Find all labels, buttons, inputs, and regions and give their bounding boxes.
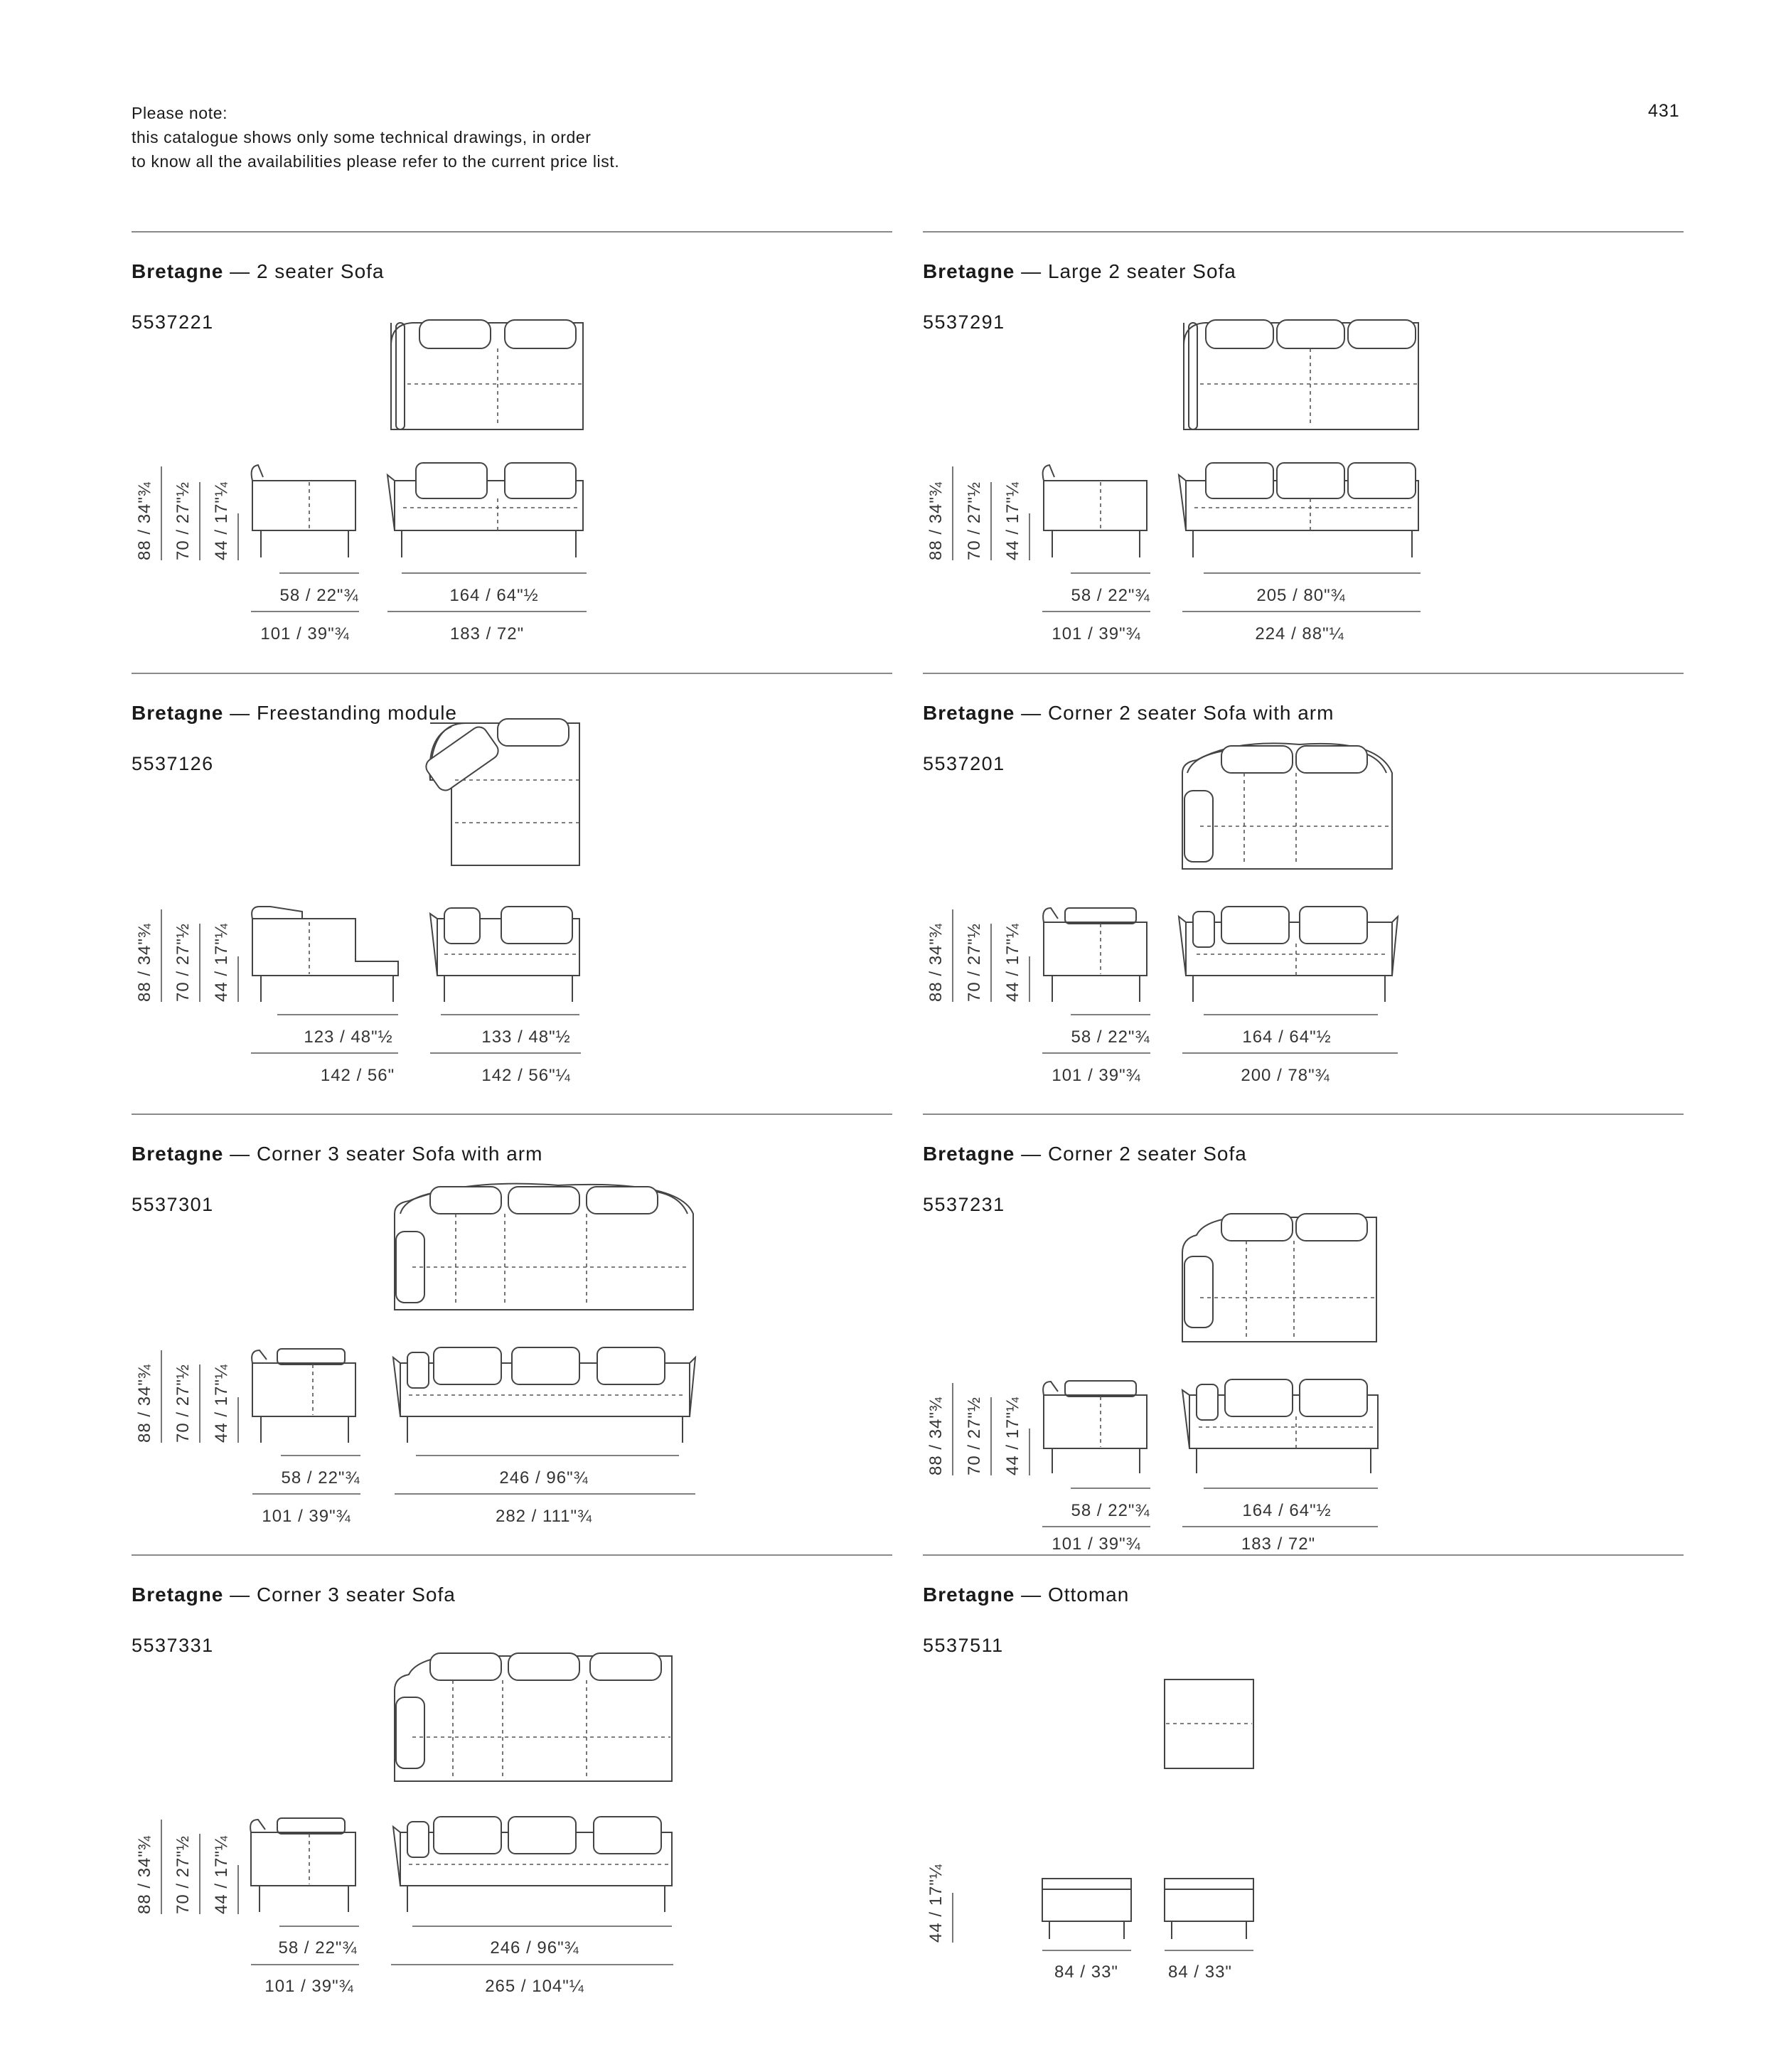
brand-name: Bretagne <box>923 702 1015 724</box>
top-view <box>391 320 583 429</box>
height-label: 70 / 27"½ <box>965 1397 984 1475</box>
side-view <box>1043 908 1147 1002</box>
side-view <box>1043 465 1147 557</box>
width-label: 246 / 96"¾ <box>490 1938 579 1958</box>
brand-name: Bretagne <box>923 260 1015 282</box>
front-view <box>1182 1379 1378 1473</box>
width-label: 58 / 22"¾ <box>279 586 359 605</box>
height-label: 70 / 27"½ <box>965 923 984 1002</box>
width-label: 84 / 33" <box>1168 1962 1232 1982</box>
model-name: Corner 2 seater Sofa <box>1047 1143 1247 1165</box>
product-corner-3-seater-sofa <box>132 1555 892 1996</box>
title-separator: — <box>1015 260 1048 282</box>
page-number: 431 <box>1648 101 1680 121</box>
side-view <box>252 907 398 1002</box>
height-label: 88 / 34"¾ <box>926 923 946 1002</box>
height-label: 44 / 17"¼ <box>212 1364 231 1443</box>
brand-name: Bretagne <box>132 702 224 724</box>
width-label: 142 / 56" <box>320 1066 395 1085</box>
product-code: 5537231 <box>923 1194 1005 1215</box>
note-line: Please note: <box>132 104 228 122</box>
height-label: 88 / 34"¾ <box>135 1835 154 1914</box>
model-name: Corner 2 seater Sofa with arm <box>1047 702 1334 724</box>
technical-drawing <box>132 232 892 673</box>
technical-drawing <box>923 232 1684 673</box>
technical-drawing <box>132 1555 892 1996</box>
front-view <box>393 1347 695 1443</box>
title-separator: — <box>1015 702 1048 724</box>
height-label: 70 / 27"½ <box>173 1835 193 1914</box>
height-label: 44 / 17"¼ <box>212 923 231 1002</box>
width-label: 282 / 111"¾ <box>495 1507 593 1526</box>
product-corner-3-seater-sofa-with-arm <box>132 1114 892 1555</box>
height-label: 88 / 34"¾ <box>926 1397 946 1475</box>
title-separator: — <box>223 702 257 724</box>
front-view <box>1179 907 1398 1002</box>
width-label: 58 / 22"¾ <box>1071 1027 1150 1047</box>
model-name: Large 2 seater Sofa <box>1047 260 1236 282</box>
width-label: 246 / 96"¾ <box>499 1468 589 1488</box>
note-line: to know all the availabilities please refer to the current price list. <box>132 152 620 171</box>
product-code: 5537221 <box>132 311 214 333</box>
technical-drawing <box>132 673 892 1114</box>
model-name: Corner 3 seater Sofa <box>256 1584 456 1606</box>
side-view <box>1042 1879 1131 1939</box>
top-view <box>1182 743 1392 869</box>
width-label: 101 / 39"¾ <box>264 1977 354 1996</box>
height-label: 88 / 34"¾ <box>135 481 154 560</box>
product-corner-2-seater-sofa <box>923 1114 1684 1555</box>
model-name: 2 seater Sofa <box>256 260 385 282</box>
front-view <box>430 907 579 1002</box>
title-separator: — <box>223 1584 257 1606</box>
width-label: 224 / 88"¼ <box>1255 624 1344 644</box>
height-label: 44 / 17"¼ <box>926 1864 946 1943</box>
dimension-labels <box>926 481 1346 644</box>
height-label: 70 / 27"½ <box>173 481 193 560</box>
width-label: 101 / 39"¾ <box>1052 624 1141 644</box>
width-label: 101 / 39"¾ <box>262 1507 351 1526</box>
technical-drawing <box>132 1114 892 1555</box>
product-2-seater-sofa <box>132 232 892 673</box>
product-code: 5537201 <box>923 753 1005 774</box>
product-title <box>923 1584 1129 1606</box>
top-view <box>1182 1214 1376 1342</box>
height-label: 44 / 17"¼ <box>212 1835 231 1914</box>
front-view <box>1165 1879 1253 1939</box>
dimension-labels <box>135 923 571 1085</box>
front-view <box>1179 463 1418 557</box>
brand-name: Bretagne <box>923 1584 1015 1606</box>
technical-drawing <box>923 1114 1684 1555</box>
width-label: 200 / 78"¾ <box>1241 1066 1330 1085</box>
brand-name: Bretagne <box>132 1584 224 1606</box>
width-label: 164 / 64"½ <box>1242 1501 1332 1520</box>
width-label: 123 / 48"½ <box>304 1027 393 1047</box>
technical-drawing <box>923 673 1684 1114</box>
top-view <box>395 1184 693 1310</box>
product-title <box>923 260 1236 283</box>
side-view <box>1043 1381 1147 1473</box>
width-label: 58 / 22"¾ <box>1071 1501 1150 1520</box>
catalogue-note <box>132 101 619 173</box>
width-label: 101 / 39"¾ <box>260 624 350 644</box>
height-label: 88 / 34"¾ <box>135 923 154 1002</box>
height-label: 88 / 34"¾ <box>135 1364 154 1443</box>
width-label: 101 / 39"¾ <box>1052 1534 1141 1554</box>
product-code: 5537511 <box>923 1635 1004 1656</box>
width-label: 58 / 22"¾ <box>281 1468 360 1488</box>
width-label: 164 / 64"½ <box>1242 1027 1332 1047</box>
height-label: 70 / 27"½ <box>173 1364 193 1443</box>
height-label: 44 / 17"¼ <box>212 481 231 560</box>
width-label: 58 / 22"¾ <box>1071 586 1150 605</box>
technical-drawing <box>923 1555 1684 1996</box>
side-view <box>250 1818 355 1912</box>
dimension-labels <box>926 1397 1332 1554</box>
product-ottoman <box>923 1555 1684 1996</box>
title-separator: — <box>1015 1584 1048 1606</box>
width-label: 101 / 39"¾ <box>1052 1066 1141 1085</box>
side-view <box>252 465 355 557</box>
height-label: 70 / 27"½ <box>173 923 193 1002</box>
model-name: Corner 3 seater Sofa with arm <box>256 1143 543 1165</box>
height-label: 44 / 17"¼ <box>1003 481 1022 560</box>
product-code: 5537331 <box>132 1635 214 1656</box>
product-code: 5537126 <box>132 753 214 774</box>
side-view <box>252 1349 355 1443</box>
width-label: 58 / 22"¾ <box>278 1938 358 1958</box>
product-title <box>132 1584 456 1606</box>
width-label: 265 / 104"¼ <box>485 1977 584 1996</box>
product-code: 5537291 <box>923 311 1005 333</box>
dimension-labels <box>135 1364 592 1526</box>
top-view <box>395 1653 672 1781</box>
model-name: Freestanding module <box>256 702 457 724</box>
product-title <box>132 1143 542 1165</box>
product-freestanding-module <box>132 673 892 1114</box>
product-title <box>132 702 457 725</box>
product-title <box>923 1143 1247 1165</box>
width-label: 133 / 48"½ <box>481 1027 571 1047</box>
width-label: 142 / 56"¼ <box>481 1066 571 1085</box>
width-label: 183 / 72" <box>449 624 525 644</box>
width-label: 183 / 72" <box>1241 1534 1316 1554</box>
front-view <box>393 1817 672 1912</box>
height-label: 44 / 17"¼ <box>1003 1397 1022 1475</box>
product-large-2-seater-sofa <box>923 232 1684 673</box>
width-label: 205 / 80"¾ <box>1256 586 1346 605</box>
top-view <box>423 719 579 865</box>
front-view <box>387 463 583 557</box>
brand-name: Bretagne <box>923 1143 1015 1165</box>
title-separator: — <box>1015 1143 1048 1165</box>
top-view <box>1165 1680 1253 1768</box>
height-label: 88 / 34"¾ <box>926 481 946 560</box>
height-label: 44 / 17"¼ <box>1003 923 1022 1002</box>
dimension-labels <box>926 1864 1232 1982</box>
product-title <box>132 260 385 283</box>
width-label: 164 / 64"½ <box>449 586 539 605</box>
top-view <box>1184 320 1418 429</box>
product-title <box>923 702 1334 725</box>
brand-name: Bretagne <box>132 260 224 282</box>
dimension-labels <box>135 1835 584 1996</box>
dimension-labels <box>135 481 539 644</box>
brand-name: Bretagne <box>132 1143 224 1165</box>
note-line: this catalogue shows only some technical drawings, in order <box>132 128 592 146</box>
dimension-labels <box>926 923 1332 1085</box>
height-label: 70 / 27"½ <box>965 481 984 560</box>
title-separator: — <box>223 260 257 282</box>
product-code: 5537301 <box>132 1194 214 1215</box>
model-name: Ottoman <box>1047 1584 1130 1606</box>
title-separator: — <box>223 1143 257 1165</box>
width-label: 84 / 33" <box>1054 1962 1118 1982</box>
product-corner-2-seater-sofa-with-arm <box>923 673 1684 1114</box>
